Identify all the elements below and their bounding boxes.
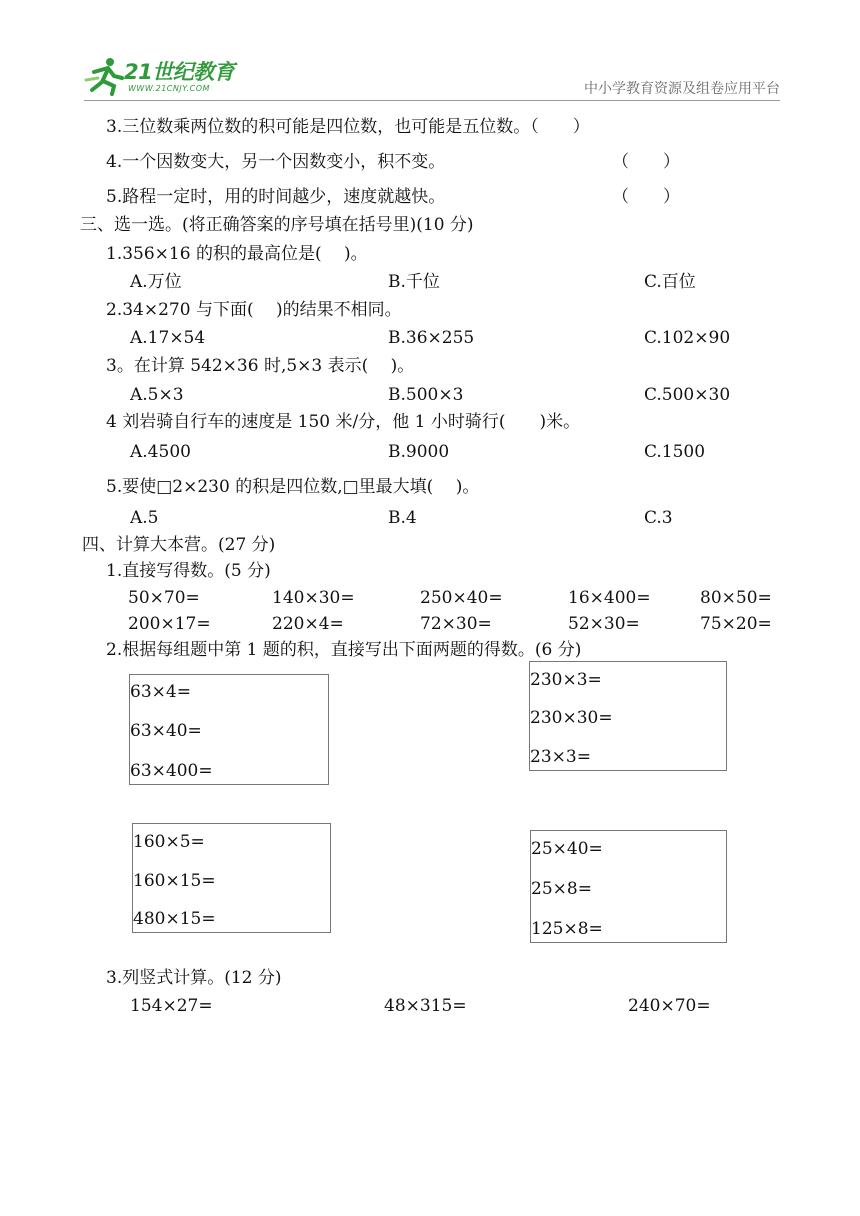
calc-group-box-2: [529, 661, 727, 771]
oral-calc-item: 75×20=: [700, 614, 772, 634]
part2-title: 2.根据每组题中第 1 题的积，直接写出下面两题的得数。(6 分): [106, 640, 582, 660]
logo-text: 21世纪教育: [124, 60, 235, 84]
vertical-calc-item: 154×27=: [130, 996, 213, 1016]
calc-group-item: 160×5=: [133, 832, 205, 852]
vertical-calc-item: 48×315=: [384, 996, 467, 1016]
choice-q5-option-c: C.3: [644, 508, 673, 528]
section4-title: 四、计算大本营。(27 分): [82, 535, 276, 555]
calc-group-item: 230×30=: [530, 708, 613, 728]
running-figure-icon: [84, 56, 128, 96]
choice-q2-stem: 2.34×270 与下面( )的结果不相同。: [106, 300, 402, 320]
choice-q1-option-b: B.千位: [388, 272, 440, 292]
choice-q4-option-c: C.1500: [644, 442, 706, 462]
judge-item-4-paren: （ ）: [612, 152, 680, 172]
calc-group-item: 480×15=: [133, 909, 216, 929]
oral-calc-item: 50×70=: [128, 588, 200, 608]
logo-url: WWW.21CNJY.COM: [128, 84, 210, 93]
oral-calc-item: 140×30=: [272, 588, 355, 608]
choice-q4-option-a: A.4500: [130, 442, 191, 462]
header-divider: [84, 100, 780, 101]
oral-calc-item: 80×50=: [700, 588, 772, 608]
choice-q1-option-a: A.万位: [130, 272, 182, 292]
oral-calc-item: 220×4=: [272, 614, 344, 634]
choice-q3-option-b: B.500×3: [388, 385, 464, 405]
calc-group-item: 23×3=: [530, 747, 591, 767]
choice-q4-stem: 4 刘岩骑自行车的速度是 150 米/分，他 1 小时骑行( )米。: [106, 412, 581, 432]
calc-group-item: 63×40=: [130, 721, 202, 741]
judge-item-4: 4.一个因数变大，另一个因数变小，积不变。: [106, 152, 446, 172]
choice-q1-option-c: C.百位: [644, 272, 696, 292]
choice-q5-option-a: A.5: [130, 508, 159, 528]
calc-group-item: 125×8=: [531, 919, 603, 939]
oral-calc-item: 200×17=: [128, 614, 211, 634]
calc-group-item: 160×15=: [133, 871, 216, 891]
logo: [84, 56, 244, 100]
choice-q2-option-b: B.36×255: [388, 328, 475, 348]
part3-title: 3.列竖式计算。(12 分): [106, 968, 282, 988]
choice-q2-option-a: A.17×54: [130, 328, 206, 348]
part1-title: 1.直接写得数。(5 分): [106, 561, 271, 581]
choice-q3-option-c: C.500×30: [644, 385, 731, 405]
choice-q2-option-c: C.102×90: [644, 328, 731, 348]
calc-group-box-3: [132, 823, 331, 933]
calc-group-item: 63×400=: [130, 761, 213, 781]
calc-group-item: 230×3=: [530, 670, 602, 690]
choice-q5-stem: 5.要使□2×230 的积是四位数,□里最大填( )。: [106, 477, 480, 497]
calc-group-box-4: [530, 830, 727, 943]
calc-group-item: 63×4=: [130, 682, 191, 702]
choice-q1-stem: 1.356×16 的积的最高位是( )。: [106, 244, 368, 264]
vertical-calc-item: 240×70=: [628, 996, 711, 1016]
oral-calc-item: 52×30=: [568, 614, 640, 634]
judge-item-5: 5.路程一定时，用的时间越少，速度就越快。: [106, 187, 446, 207]
oral-calc-item: 16×400=: [568, 588, 651, 608]
calc-group-item: 25×8=: [531, 879, 592, 899]
choice-q3-stem: 3。在计算 542×36 时,5×3 表示( )。: [106, 356, 415, 376]
choice-q5-option-b: B.4: [388, 508, 417, 528]
calc-group-item: 25×40=: [531, 839, 603, 859]
choice-q4-option-b: B.9000: [388, 442, 450, 462]
calc-group-box-1: [129, 674, 329, 785]
judge-item-5-paren: （ ）: [612, 187, 680, 207]
judge-item-3: 3.三位数乘两位数的积可能是四位数，也可能是五位数。（ ）: [106, 117, 590, 137]
oral-calc-item: 250×40=: [420, 588, 503, 608]
oral-calc-item: 72×30=: [420, 614, 492, 634]
platform-name: 中小学教育资源及组卷应用平台: [584, 81, 780, 97]
choice-q3-option-a: A.5×3: [130, 385, 184, 405]
section3-title: 三、选一选。(将正确答案的序号填在括号里)(10 分): [80, 215, 474, 235]
